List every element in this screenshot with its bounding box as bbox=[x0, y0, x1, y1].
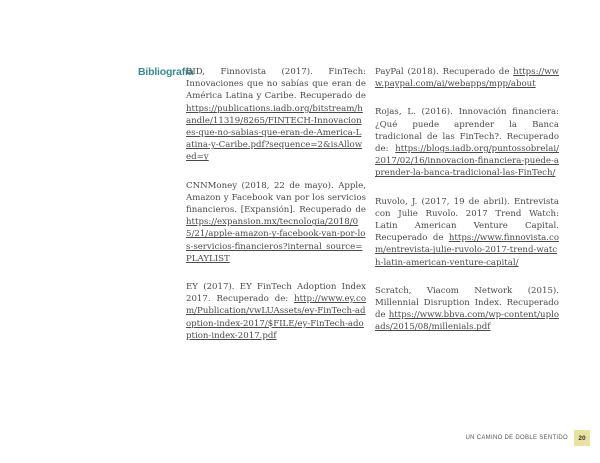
reference-item bbox=[375, 106, 559, 179]
page-footer bbox=[466, 430, 590, 446]
reference-item bbox=[375, 285, 559, 334]
reference-item bbox=[375, 196, 559, 269]
page-number: 20 bbox=[574, 430, 590, 446]
reference-text: EY (2017). EY FinTech Adoption Index 2017. Recuperado de: bbox=[186, 282, 366, 305]
reference-link[interactable]: https://www.paypal.com/ai/webapps/mpp/about bbox=[375, 67, 559, 90]
reference-link[interactable]: https://publications.iadb.org/bitstream/handle/11319/8265/FINTECH-Innovaciones-que-no-sabias-que-eran-de-America-Latina-y-Caribe.pdf?sequence=2&isAllowed=y bbox=[186, 103, 363, 163]
footer-title: UN CAMINO DE DOBLE SENTIDO bbox=[465, 435, 568, 441]
reference-text: BID, Finnovista (2017). FinTech: Innovaciones que no sabías que eran de América Latina y Caribe. Recuperado de bbox=[186, 67, 366, 102]
reference-item bbox=[186, 180, 366, 265]
section-title: Bibliografía bbox=[138, 66, 194, 78]
reference-text: PayPal (2018). Recuperado de bbox=[375, 67, 514, 77]
reference-link[interactable]: http://www.ey.com/Publication/vwLUAssets/ey-FinTech-adoption-index-2017/$FILE/ey-FinTech-adoption-index-2017.pdf bbox=[186, 294, 366, 341]
reference-text: Ruvolo, J. (2017, 19 de abril). Entrevista con Julie Ruvolo. 2017 Trend Watch: Latin American Venture Capital. Recuperado de bbox=[375, 196, 559, 244]
reference-item bbox=[186, 281, 366, 342]
reference-item bbox=[186, 66, 366, 164]
references-left-column bbox=[186, 66, 366, 358]
references-right-column bbox=[375, 66, 559, 350]
reference-text: CNNMoney (2018, 22 de mayo). Apple, Amazon y Facebook van por los servicios financieros. [Expansión]. Recuperado de bbox=[186, 180, 366, 216]
reference-link[interactable]: https://expansion.mx/tecnologia/2018/05/21/apple-amazon-y-facebook-van-por-los-servicios-financieros?internal_source=PLAYLIST bbox=[186, 217, 366, 264]
reference-link[interactable]: https://www.bbva.com/wp-content/uploads/2015/08/millenials.pdf bbox=[375, 310, 559, 333]
reference-item bbox=[375, 66, 559, 90]
reference-text: Scratch, Viacom Network (2015). Millennial Disruption Index. Recuperado de bbox=[375, 285, 559, 321]
reference-text: Rojas, L. (2016). Innovación financiera: ¿Qué puede aprender la Banca tradicional de las FinTech?. Recuperado de: bbox=[375, 107, 559, 155]
reference-link[interactable]: https://blogs.iadb.org/puntossobrelai/2017/02/16/innovacion-financiera-puede-aprender-la-banca-tradicional-las-FinTech/ bbox=[375, 144, 560, 179]
reference-link[interactable]: https://www.finnovista.com/entrevista-julie-ruvolo-2017-trend-watch-latin-american-venture-capital/ bbox=[375, 233, 559, 268]
